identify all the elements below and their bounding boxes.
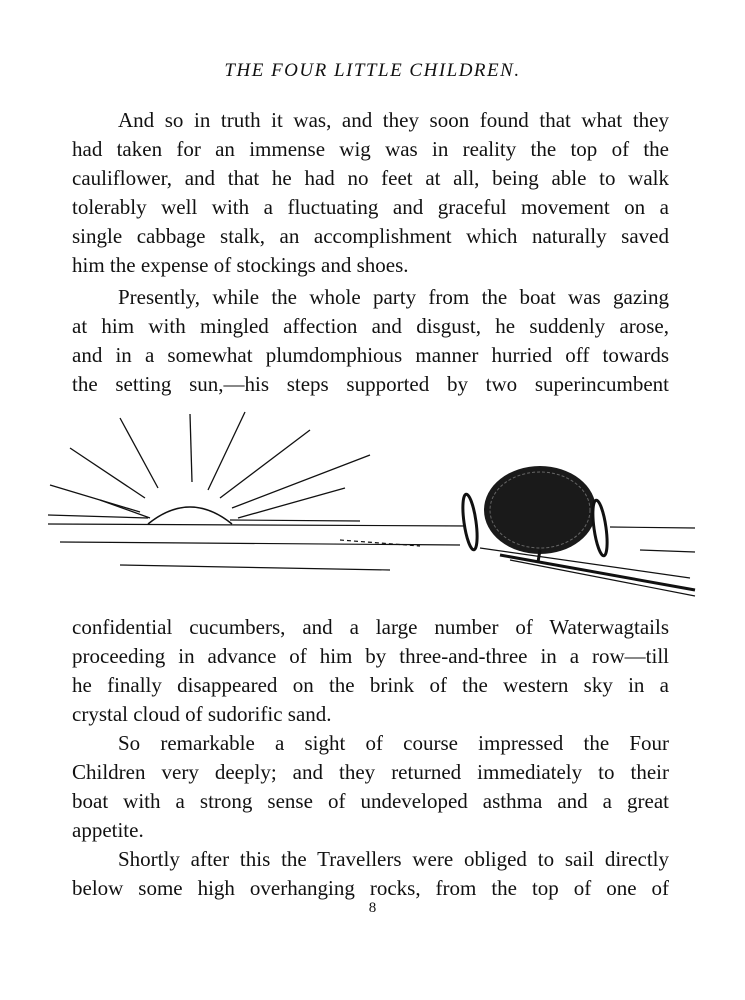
text-line: him the expense of stockings and shoes.	[72, 253, 409, 277]
text-line: and in a somewhat plumdomphious manner hurried off towards	[72, 343, 669, 367]
text-line: at him with mingled affection and disgust, he suddenly arose,	[72, 314, 669, 338]
text-line: cauliflower, and that he had no feet at all, being able to walk	[72, 166, 669, 190]
cauliflower-figure	[460, 466, 610, 562]
sun	[148, 507, 232, 524]
text-line: Shortly after this the Travellers were obliged to sail directly	[118, 847, 669, 871]
text-line: tolerably well with a fluctuating and graceful movement on a	[72, 195, 669, 219]
cucumber-right	[590, 499, 610, 556]
page-number: 8	[368, 900, 377, 916]
cucumber-left	[460, 493, 480, 550]
sun-rays	[50, 412, 370, 518]
text-line: boat with a strong sense of undeveloped asthma and a great	[72, 789, 669, 813]
text-line: the setting sun,—his steps supported by two superincumbent	[72, 372, 669, 396]
text-line: Children very deeply; and they returned immediately to their	[72, 760, 669, 784]
text-line: So remarkable a sight of course impressed the Four	[118, 731, 669, 755]
text-line: confidential cucumbers, and a large number of Waterwagtails	[72, 615, 669, 639]
text-line: crystal cloud of sudorific sand.	[72, 702, 332, 726]
text-line: had taken for an immense wig was in reality the top of the	[72, 137, 669, 161]
running-header: THE FOUR LITTLE CHILDREN.	[224, 60, 521, 81]
text-line: single cabbage stalk, an accomplishment which naturally saved	[72, 224, 669, 248]
sunset-illustration	[40, 400, 700, 600]
text-line: And so in truth it was, and they soon found that what they	[118, 108, 669, 132]
text-line: below some high overhanging rocks, from the top of one of	[72, 876, 669, 900]
text-line: appetite.	[72, 818, 144, 842]
text-line: he finally disappeared on the brink of the western sky in a	[72, 673, 669, 697]
text-line: proceeding in advance of him by three-and-three in a row—till	[72, 644, 669, 668]
text-line: Presently, while the whole party from the boat was gazing	[118, 285, 669, 309]
